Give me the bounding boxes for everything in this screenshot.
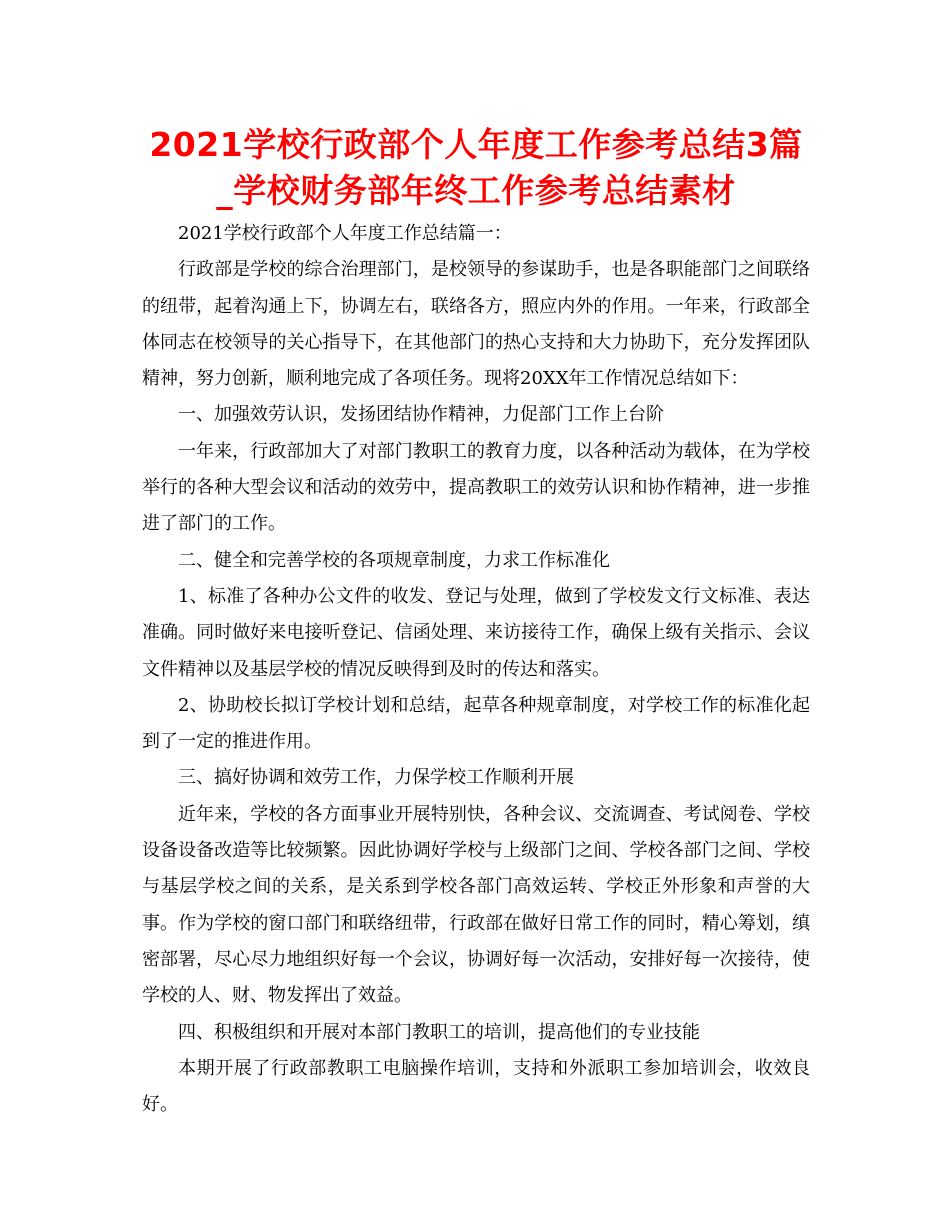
paragraph: 一年来，行政部加大了对部门教职工的教育力度，以各种活动为载体，在为学校举行的各种大型会议和活动的效劳中，提高教职工的效劳认识和协作精神，进一步推进了部门的工作。	[142, 440, 810, 535]
section-heading: 四、积极组织和开展对本部门教职工的培训，提高他们的专业技能	[178, 1021, 700, 1043]
document-title: 2021学校行政部个人年度工作参考总结3篇_学校财务部年终工作参考总结素材	[149, 125, 803, 210]
paragraph: 行政部是学校的综合治理部门，是校领导的参谋助手，也是各职能部门之间联络的纽带，起着沟通上下，协调左右，联络各方，照应内外的作用。一年来，行政部全体同志在校领导的关心指导下，在其他部门的热心支持和大力协助下，充分发挥团队精神，努力创新，顺利地完成了各项任务。现将20XX年工作情况总结如下：	[142, 259, 810, 390]
section-heading: 2021学校行政部个人年度工作总结篇一：	[178, 223, 512, 244]
document-body	[142, 216, 810, 1123]
section-heading: 二、健全和完善学校的各项规章制度，力求工作标准化	[178, 549, 610, 571]
paragraph: 本期开展了行政部教职工电脑操作培训，支持和外派职工参加培训会，收效良好。	[142, 1057, 810, 1116]
paragraph: 2、协助校长拟订学校计划和总结，起草各种规章制度，对学校工作的标准化起到了一定的推进作用。	[142, 694, 810, 753]
section-heading: 三、搞好协调和效劳工作，力保学校工作顺利开展	[178, 767, 574, 789]
document-page	[142, 122, 810, 1123]
section-heading: 一、加强效劳认识，发扬团结协作精神，力促部门工作上台阶	[178, 404, 664, 426]
paragraph: 1、标准了各种办公文件的收发、登记与处理，做到了学校发文行文标准、表达准确。同时做好来电接听登记、信函处理、来访接待工作，确保上级有关指示、会议文件精神以及基层学校的情况反映得到及时的传达和落实。	[142, 585, 810, 680]
paragraph: 近年来，学校的各方面事业开展特别快，各种会议、交流调查、考试阅卷、学校设备设备改造等比较频繁。因此协调好学校与上级部门之间、学校各部门之间、学校与基层学校之间的关系，是关系到学校各部门高效运转、学校正外形象和声誉的大事。作为学校的窗口部门和联络纽带，行政部在做好日常工作的同时，精心筹划，缜密部署，尽心尽力地组织好每一个会议，协调好每一次活动，安排好每一次接待，使学校的人、财、物发挥出了效益。	[142, 803, 810, 1007]
